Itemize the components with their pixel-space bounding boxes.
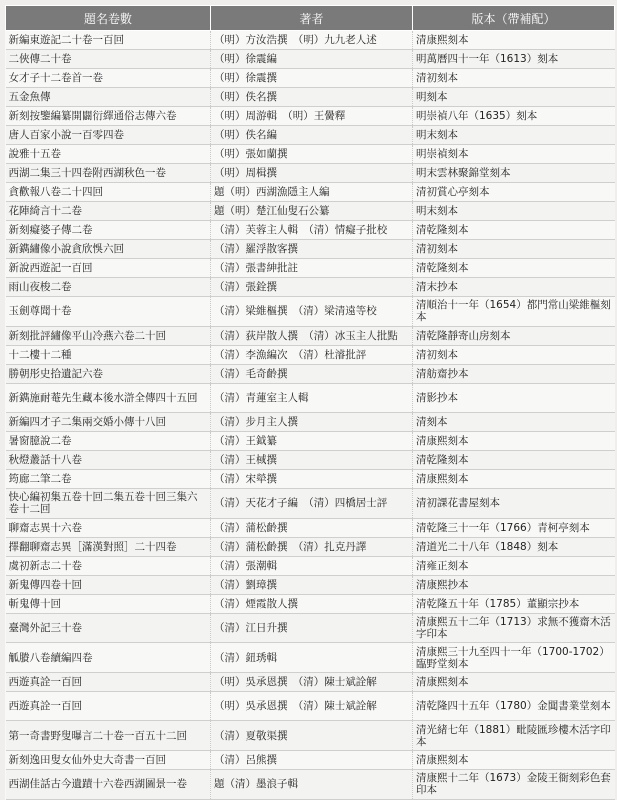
table-row (6, 278, 615, 297)
cell-author: （清）宋犖撰 (211, 470, 413, 489)
cell-edition: 清乾隆四十五年（1780）金閶書業堂刻本 (413, 691, 615, 721)
table-row (6, 383, 615, 413)
table-row (6, 556, 615, 575)
cell-title: 新刻癡婆子傳二卷 (6, 221, 211, 240)
table-row (6, 413, 615, 432)
cell-title: 觚賸八卷續編四卷 (6, 643, 211, 673)
cell-author: （清）劉璋撰 (211, 575, 413, 594)
cell-title: 擇翻聊齋志異［滿漢對照］二十四卷 (6, 537, 211, 556)
cell-title: 暑窗臆說二卷 (6, 432, 211, 451)
cell-title: 雨山夜梭二卷 (6, 278, 211, 297)
cell-author: （清）張潮輯 (211, 556, 413, 575)
catalog-table (5, 5, 615, 800)
cell-title: 說雅十五卷 (6, 145, 211, 164)
cell-author: （清）蒲松齡撰 (211, 518, 413, 537)
cell-author: （明）方汝浩撰 （明）九九老人述 (211, 31, 413, 50)
cell-title: 新說西遊記一百回 (6, 259, 211, 278)
header-title: 題名卷數 (6, 6, 211, 31)
cell-title: 快心編初集五卷十回二集五卷十回三集六卷十二回 (6, 489, 211, 519)
cell-title: 第一奇書野叟曝言二十卷一百五十二回 (6, 721, 211, 751)
cell-edition: 清舫齋抄本 (413, 364, 615, 383)
table-row (6, 202, 615, 221)
cell-title: 臺灣外記三十卷 (6, 613, 211, 643)
cell-edition: 清乾隆刻本 (413, 259, 615, 278)
table-row (6, 183, 615, 202)
cell-author: （清）王鉞纂 (211, 432, 413, 451)
cell-edition: 清初刻本 (413, 69, 615, 88)
cell-title: 新鐫繡像小說貪欣悞六回 (6, 240, 211, 259)
cell-author: 題（清）墨浪子輯 (211, 769, 413, 799)
table-row (6, 326, 615, 345)
cell-edition: 清初刻本 (413, 240, 615, 259)
cell-edition: 明末刻本 (413, 126, 615, 145)
table-row (6, 451, 615, 470)
cell-title: 新編東遊記二十卷一百回 (6, 31, 211, 50)
cell-author: （明）張如蘭撰 (211, 145, 413, 164)
table-row (6, 240, 615, 259)
cell-edition: 清影抄本 (413, 383, 615, 413)
cell-author: （清）羅浮散客撰 (211, 240, 413, 259)
cell-edition: 明崇禎八年（1635）刻本 (413, 107, 615, 126)
cell-edition: 清順治十一年（1654）都門常山梁維樞刻本 (413, 297, 615, 327)
cell-author: （明）佚名編 (211, 126, 413, 145)
cell-title: 西湖二集三十四卷附西湖秋色一卷 (6, 164, 211, 183)
cell-edition: 明末刻本 (413, 202, 615, 221)
cell-author: （清）江日升撰 (211, 613, 413, 643)
cell-title: 西遊真詮一百回 (6, 691, 211, 721)
cell-author: （明）吳承恩撰 （清）陳士斌詮解 (211, 672, 413, 691)
cell-author: （清）蒲松齡撰 （清）扎克丹譯 (211, 537, 413, 556)
cell-title: 西湖佳話古今遺蹟十六卷西湖圖景一卷 (6, 769, 211, 799)
cell-title: 聊齋志異十六卷 (6, 518, 211, 537)
cell-edition: 清乾隆靜寄山房刻本 (413, 326, 615, 345)
cell-edition: 清初課花書屋刻本 (413, 489, 615, 519)
cell-author: （清）張書紳批註 (211, 259, 413, 278)
cell-author: （明）徐震編 (211, 50, 413, 69)
cell-title: 西遊真詮一百回 (6, 672, 211, 691)
cell-edition: 清初賞心亭刻本 (413, 183, 615, 202)
table-row (6, 259, 615, 278)
cell-edition: 清末抄本 (413, 278, 615, 297)
cell-edition: 清乾隆三十一年（1766）青柯亭刻本 (413, 518, 615, 537)
table-row (6, 470, 615, 489)
cell-title: 女才子十二卷首一卷 (6, 69, 211, 88)
cell-author: （清）步月主人撰 (211, 413, 413, 432)
cell-edition: 清康熙刻本 (413, 470, 615, 489)
table-row (6, 750, 615, 769)
table-body (6, 31, 615, 800)
table-row (6, 691, 615, 721)
cell-title: 新編四才子二集兩交婚小傳十八回 (6, 413, 211, 432)
cell-author: （清）鈕琇輯 (211, 643, 413, 673)
cell-title: 筠廊二筆二卷 (6, 470, 211, 489)
cell-edition: 清刻本 (413, 413, 615, 432)
cell-title: 新刻逸田叟女仙外史大奇書一百回 (6, 750, 211, 769)
cell-author: （清）毛奇齡撰 (211, 364, 413, 383)
header-edition: 版本（帶補配） (413, 6, 615, 31)
table-row (6, 164, 615, 183)
cell-edition: 清康熙刻本 (413, 750, 615, 769)
cell-edition: 清乾隆刻本 (413, 221, 615, 240)
table-row (6, 721, 615, 751)
cell-title: 唐人百家小說一百零四卷 (6, 126, 211, 145)
table-row (6, 537, 615, 556)
cell-author: （清）青蓮室主人輯 (211, 383, 413, 413)
table-row (6, 643, 615, 673)
cell-edition: 清乾隆五十年（1785）董顯宗抄本 (413, 594, 615, 613)
cell-edition: 清康熙刻本 (413, 672, 615, 691)
cell-title: 十二樓十二種 (6, 345, 211, 364)
header-author: 著者 (211, 6, 413, 31)
cell-author: （清）張銓撰 (211, 278, 413, 297)
cell-edition: 明末雲林聚錦堂刻本 (413, 164, 615, 183)
table-row (6, 31, 615, 50)
cell-author: （明）徐震撰 (211, 69, 413, 88)
table-row (6, 594, 615, 613)
cell-edition: 清光緒七年（1881）毗陵匯珍樓木活字印本 (413, 721, 615, 751)
table-row (6, 672, 615, 691)
cell-edition: 明刻本 (413, 88, 615, 107)
cell-title: 玉劍尊聞十卷 (6, 297, 211, 327)
cell-author: （明）吳承恩撰 （清）陳士斌詮解 (211, 691, 413, 721)
cell-edition: 清康熙十二年（1673）金陵王衙刻彩色套印本 (413, 769, 615, 799)
cell-author: （明）佚名撰 (211, 88, 413, 107)
table-row (6, 432, 615, 451)
cell-title: 貪歡報八卷二十四回 (6, 183, 211, 202)
table-row (6, 518, 615, 537)
cell-edition: 清乾隆刻本 (413, 451, 615, 470)
table-row (6, 769, 615, 799)
cell-title: 虞初新志二十卷 (6, 556, 211, 575)
cell-title: 二俠傳二十卷 (6, 50, 211, 69)
cell-author: （清）芙蓉主人輯 （清）情癡子批校 (211, 221, 413, 240)
table-row (6, 613, 615, 643)
cell-title: 勝朝彤史拾遺記六卷 (6, 364, 211, 383)
table-row (6, 345, 615, 364)
table-row (6, 297, 615, 327)
cell-title: 秋燈叢話十八卷 (6, 451, 211, 470)
cell-author: （清）梁維樞撰 （清）梁清遠等校 (211, 297, 413, 327)
cell-author: （清）王棫撰 (211, 451, 413, 470)
cell-edition: 清康熙刻本 (413, 31, 615, 50)
cell-title: 新鐫施耐菴先生藏本後水滸全傳四十五回 (6, 383, 211, 413)
table-row (6, 364, 615, 383)
cell-title: 新刻批評繡像平山冷燕六卷二十回 (6, 326, 211, 345)
table-header (6, 6, 615, 31)
table-row (6, 88, 615, 107)
cell-author: （清）煙霞散人撰 (211, 594, 413, 613)
cell-title: 五金魚傳 (6, 88, 211, 107)
cell-edition: 清道光二十八年（1848）刻本 (413, 537, 615, 556)
cell-edition: 清初刻本 (413, 345, 615, 364)
cell-title: 斬鬼傳十回 (6, 594, 211, 613)
cell-edition: 清康熙五十二年（1713）求無不獲齋木活字印本 (413, 613, 615, 643)
cell-author: 題（明）楚江仙叟石公纂 (211, 202, 413, 221)
table-row (6, 489, 615, 519)
cell-title: 新鬼傳四卷十回 (6, 575, 211, 594)
cell-edition: 清康熙三十九至四十一年（1700-1702）臨野堂刻本 (413, 643, 615, 673)
cell-edition: 清康熙刻本 (413, 432, 615, 451)
table-row (6, 107, 615, 126)
cell-author: （清）天花才子編 （清）四橋居士評 (211, 489, 413, 519)
cell-title: 花陣綺言十二卷 (6, 202, 211, 221)
table-row (6, 575, 615, 594)
cell-title: 新刻按鑒編纂開闢衍繹通俗志傳六卷 (6, 107, 211, 126)
cell-author: （清）李漁編次 （清）杜濬批評 (211, 345, 413, 364)
cell-edition: 明萬曆四十一年（1613）刻本 (413, 50, 615, 69)
table-row (6, 221, 615, 240)
cell-edition: 明崇禎刻本 (413, 145, 615, 164)
cell-author: （明）周楫撰 (211, 164, 413, 183)
cell-author: （明）周游輯 （明）王黌釋 (211, 107, 413, 126)
cell-author: （清）呂熊撰 (211, 750, 413, 769)
cell-author: （清）夏敬渠撰 (211, 721, 413, 751)
cell-author: 題（明）西湖漁隱主人編 (211, 183, 413, 202)
table-row (6, 145, 615, 164)
header-row (6, 6, 615, 31)
table-row (6, 69, 615, 88)
cell-edition: 清雍正刻本 (413, 556, 615, 575)
cell-edition: 清康熙抄本 (413, 575, 615, 594)
table-row (6, 126, 615, 145)
table-row (6, 50, 615, 69)
cell-author: （清）荻岸散人撰 （清）冰玉主人批點 (211, 326, 413, 345)
